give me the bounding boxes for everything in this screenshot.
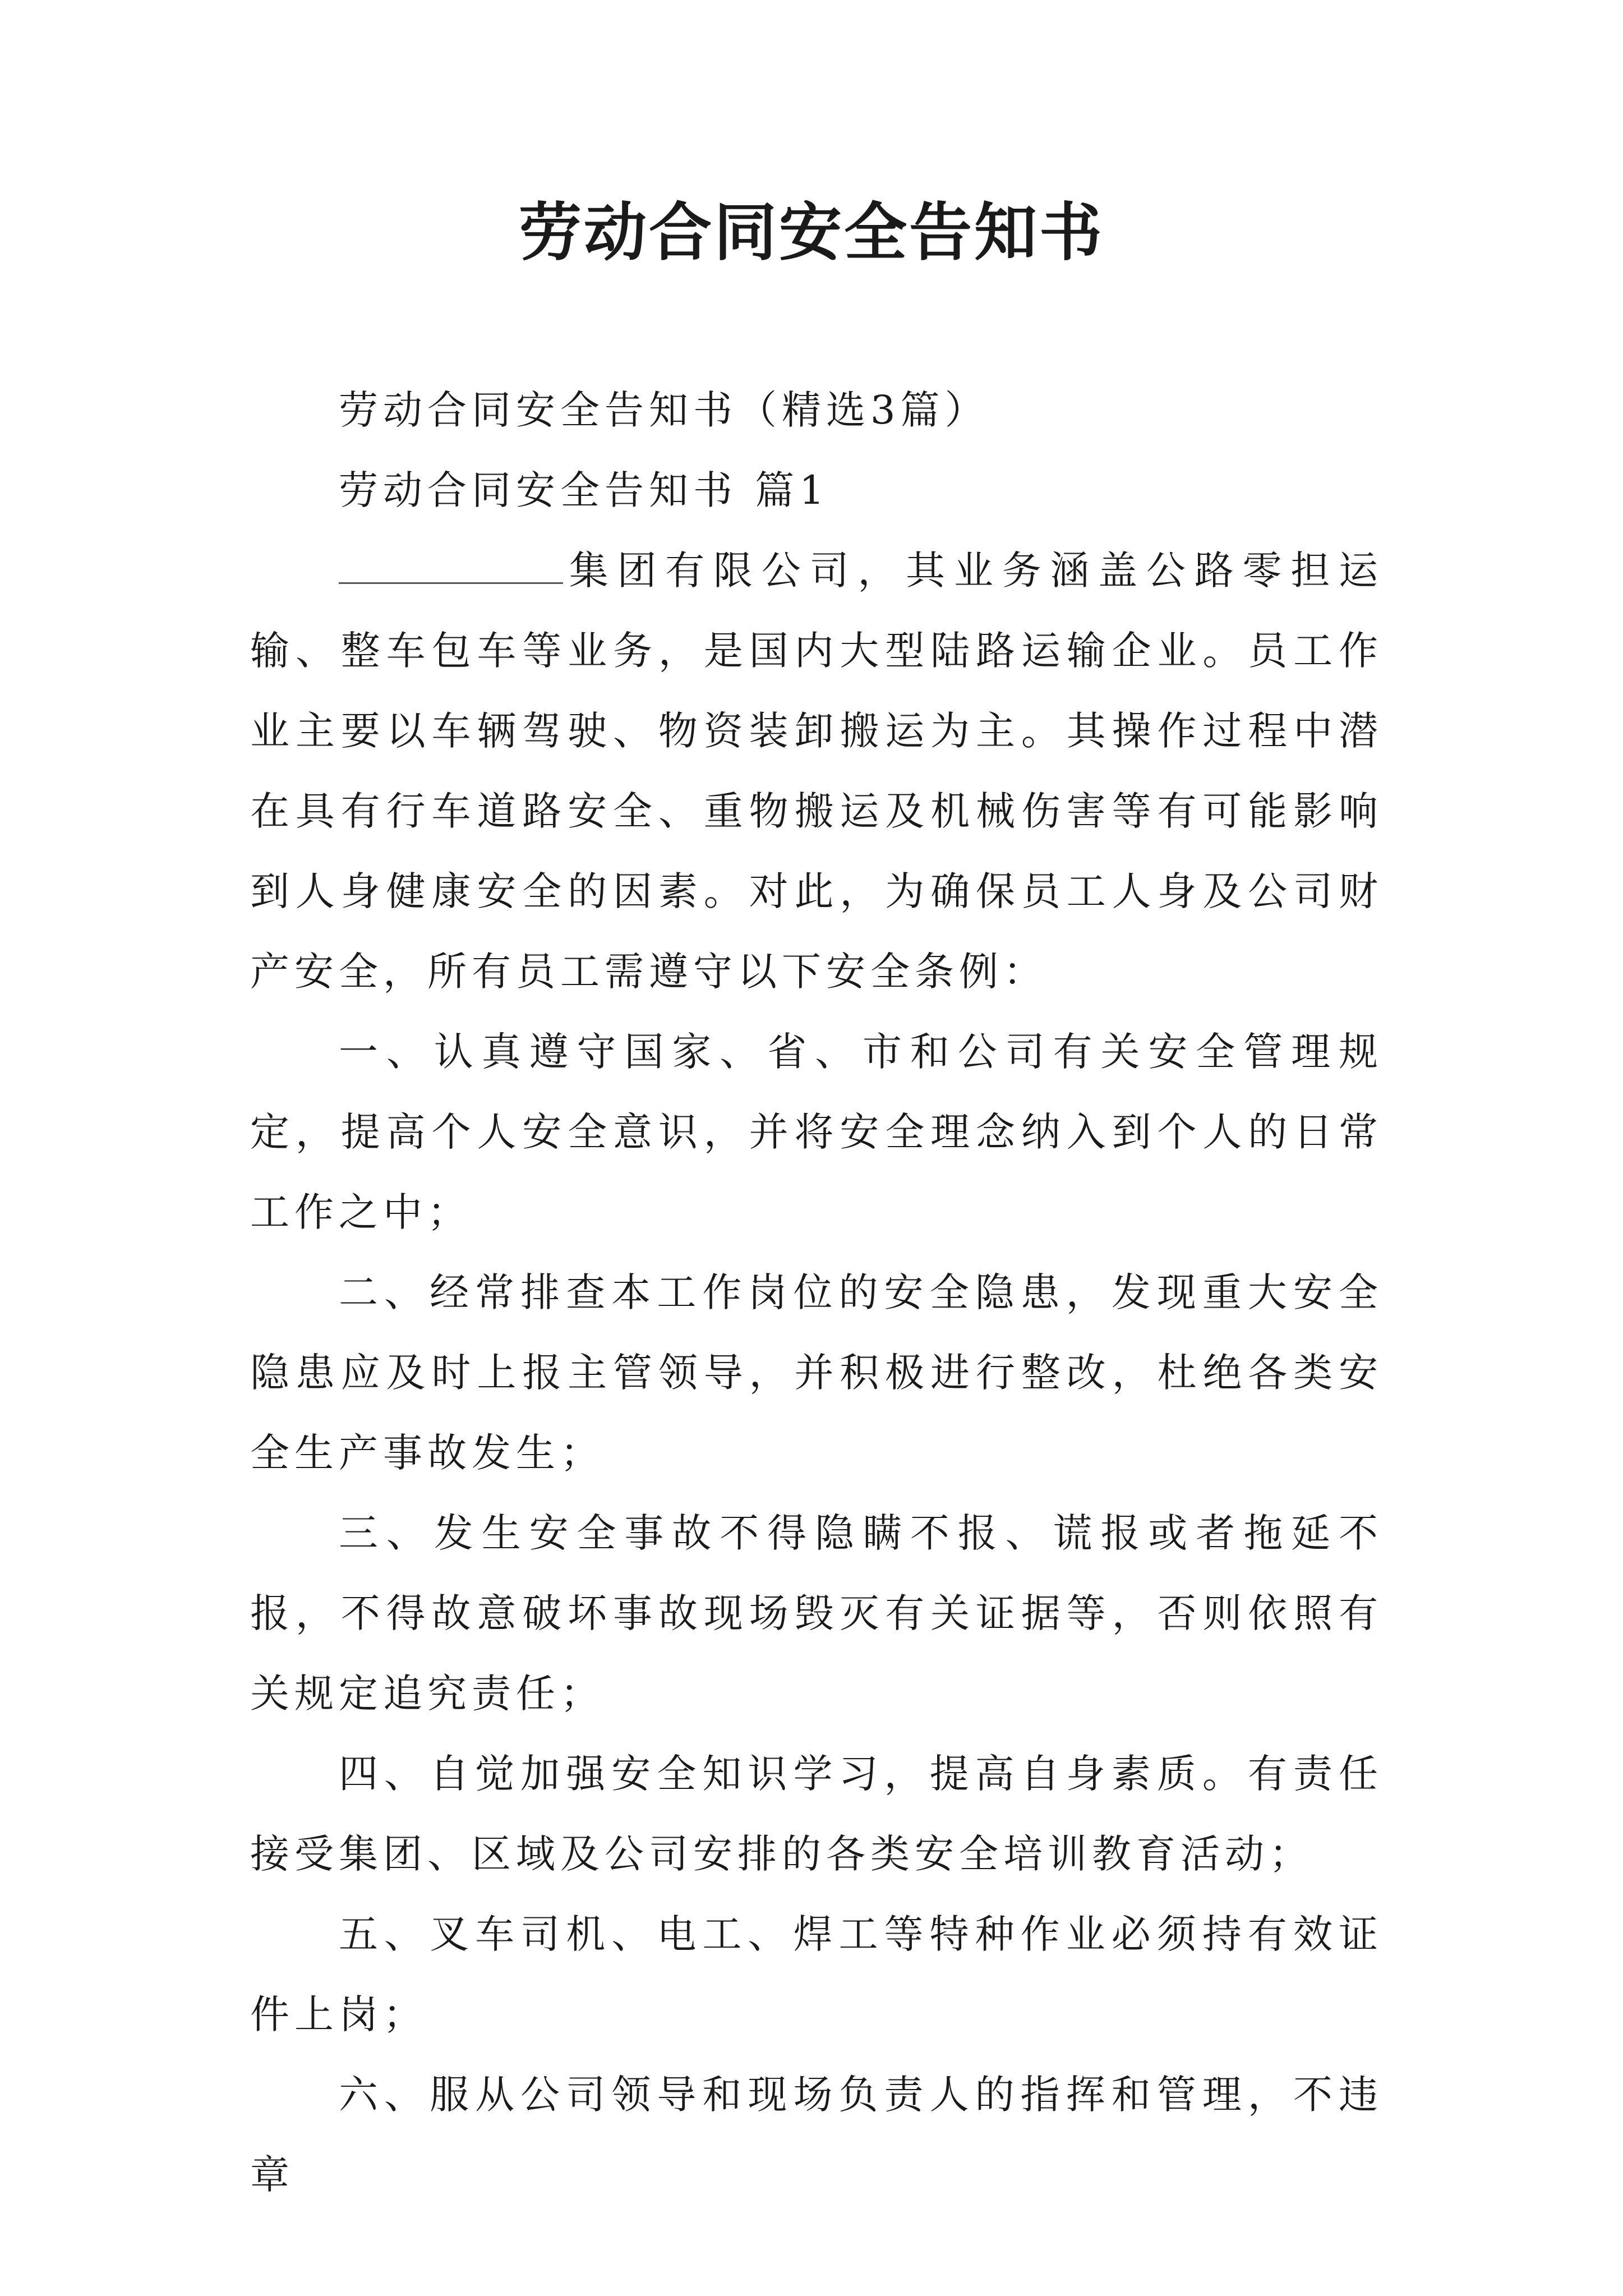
document-title: 劳动合同安全告知书 (519, 196, 1104, 269)
clause-6: 六、服从公司领导和现场负责人的指挥和管理，不违章 (250, 2072, 1383, 2198)
clause-5: 五、叉车司机、电工、焊工等特种作业必须持有效证件上岗； (250, 1911, 1383, 2037)
document-subtitle: 劳动合同安全告知书（精选3篇） (339, 387, 989, 433)
document-body (250, 370, 1383, 2215)
company-name-blank (339, 549, 563, 584)
clause-1: 一、认真遵守国家、省、市和公司有关安全管理规定，提高个人安全意识，并将安全理念纳入到个人的日常工作之中； (250, 1029, 1383, 1235)
clause-2: 二、经常排查本工作岗位的安全隐患，发现重大安全隐患应及时上报主管领导，并积极进行整改，杜绝各类安全生产事故发生； (250, 1269, 1383, 1476)
section-heading: 劳动合同安全告知书 篇1 (339, 467, 829, 513)
intro-paragraph-text: 集团有限公司，其业务涵盖公路零担运输、整车包车等业务，是国内大型陆路运输企业。员工作业主要以车辆驾驶、物资装卸搬运为主。其操作过程中潜在具有行车道路安全、重物搬运及机械伤害等有可能影响到人身健康安全的因素。对此，为确保员工人身及公司财产安全，所有员工需遵守以下安全条例： (250, 547, 1383, 995)
intro-paragraph (250, 531, 1383, 1012)
clause-4: 四、自觉加强安全知识学习，提高自身素质。有责任接受集团、区域及公司安排的各类安全培训教育活动； (250, 1751, 1383, 1877)
clause-3: 三、发生安全事故不得隐瞒不报、谎报或者拖延不报，不得故意破坏事故现场毁灭有关证据等，否则依照有关规定追究责任； (250, 1510, 1383, 1717)
